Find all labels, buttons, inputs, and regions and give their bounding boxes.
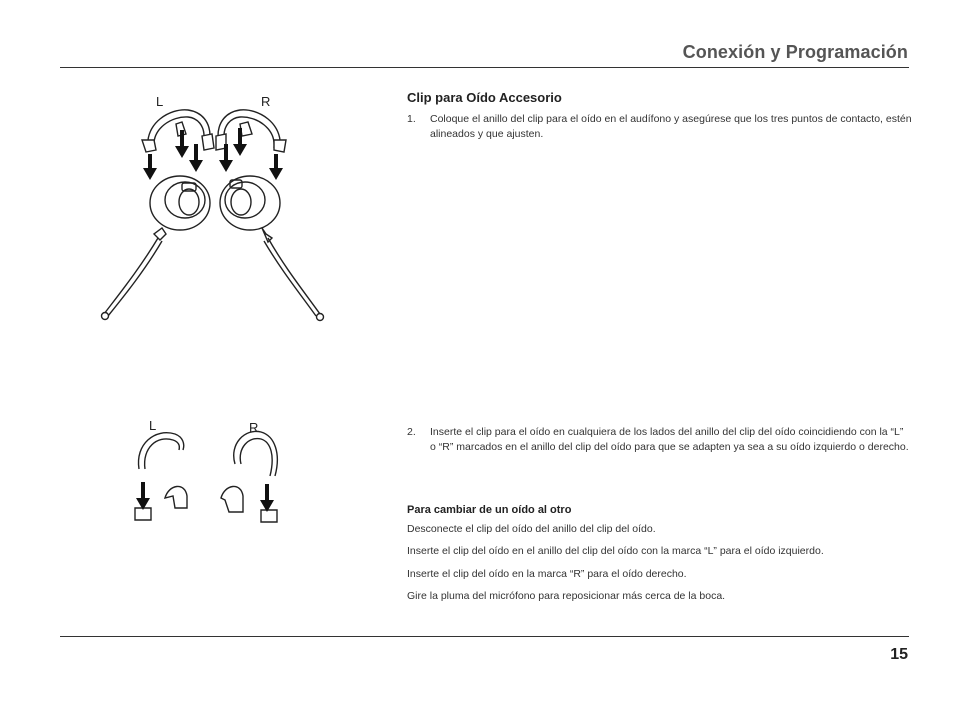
page-number: 15 bbox=[890, 646, 908, 663]
ear-clip-section bbox=[407, 90, 912, 142]
step-text: Inserte el clip para el oído en cualquiera de los lados del anillo del clip del oído coincidiendo con la “L” o “R” marcados en el anillo del clip del oído para que se adapten ya sea a su oído izquierdo o derecho. bbox=[430, 426, 909, 453]
left-headset-arrows bbox=[143, 130, 203, 180]
right-ear-clip-arrow bbox=[260, 484, 274, 512]
step-2-block bbox=[407, 425, 912, 455]
instruction-paragraph: Inserte el clip del oído en la marca “R” para el oído derecho. bbox=[407, 568, 687, 580]
step-1 bbox=[407, 112, 912, 142]
footer-rule bbox=[60, 636, 909, 637]
step-2 bbox=[407, 425, 912, 455]
figure-label-left: L bbox=[156, 94, 164, 109]
instruction-paragraph: Inserte el clip del oído en el anillo del clip del oído con la marca “L” para el oído izquierdo. bbox=[407, 545, 824, 557]
right-headset-illustration bbox=[216, 110, 324, 321]
figure-label-left: L bbox=[149, 418, 157, 433]
section-title: Clip para Oído Accesorio bbox=[407, 90, 562, 105]
instruction-paragraph: Gire la pluma del micrófono para reposicionar más cerca de la boca. bbox=[407, 590, 726, 602]
header-rule bbox=[60, 67, 909, 68]
step-number: 2. bbox=[407, 426, 416, 438]
right-headset-arrows bbox=[219, 128, 283, 180]
headset-ear-clip-illustration bbox=[90, 88, 340, 328]
instruction-paragraph: Desconecte el clip del oído del anillo del clip del oído. bbox=[407, 523, 656, 535]
left-ear-clip-arrow bbox=[136, 482, 150, 510]
figure-label-right: R bbox=[261, 94, 271, 109]
step-text: Coloque el anillo del clip para el oído en el audífono y asegúrese que los tres puntos de contacto, estén alineados y que ajusten. bbox=[430, 113, 912, 140]
step-number: 1. bbox=[407, 113, 416, 125]
figure-label-right: R bbox=[249, 420, 259, 435]
switch-ear-section bbox=[407, 504, 912, 603]
switch-section-title: Para cambiar de un oído al otro bbox=[407, 504, 572, 516]
left-headset-illustration bbox=[102, 110, 215, 320]
ear-clip-orientation-illustration bbox=[125, 414, 295, 529]
page-header-title: Conexión y Programación bbox=[682, 42, 908, 62]
